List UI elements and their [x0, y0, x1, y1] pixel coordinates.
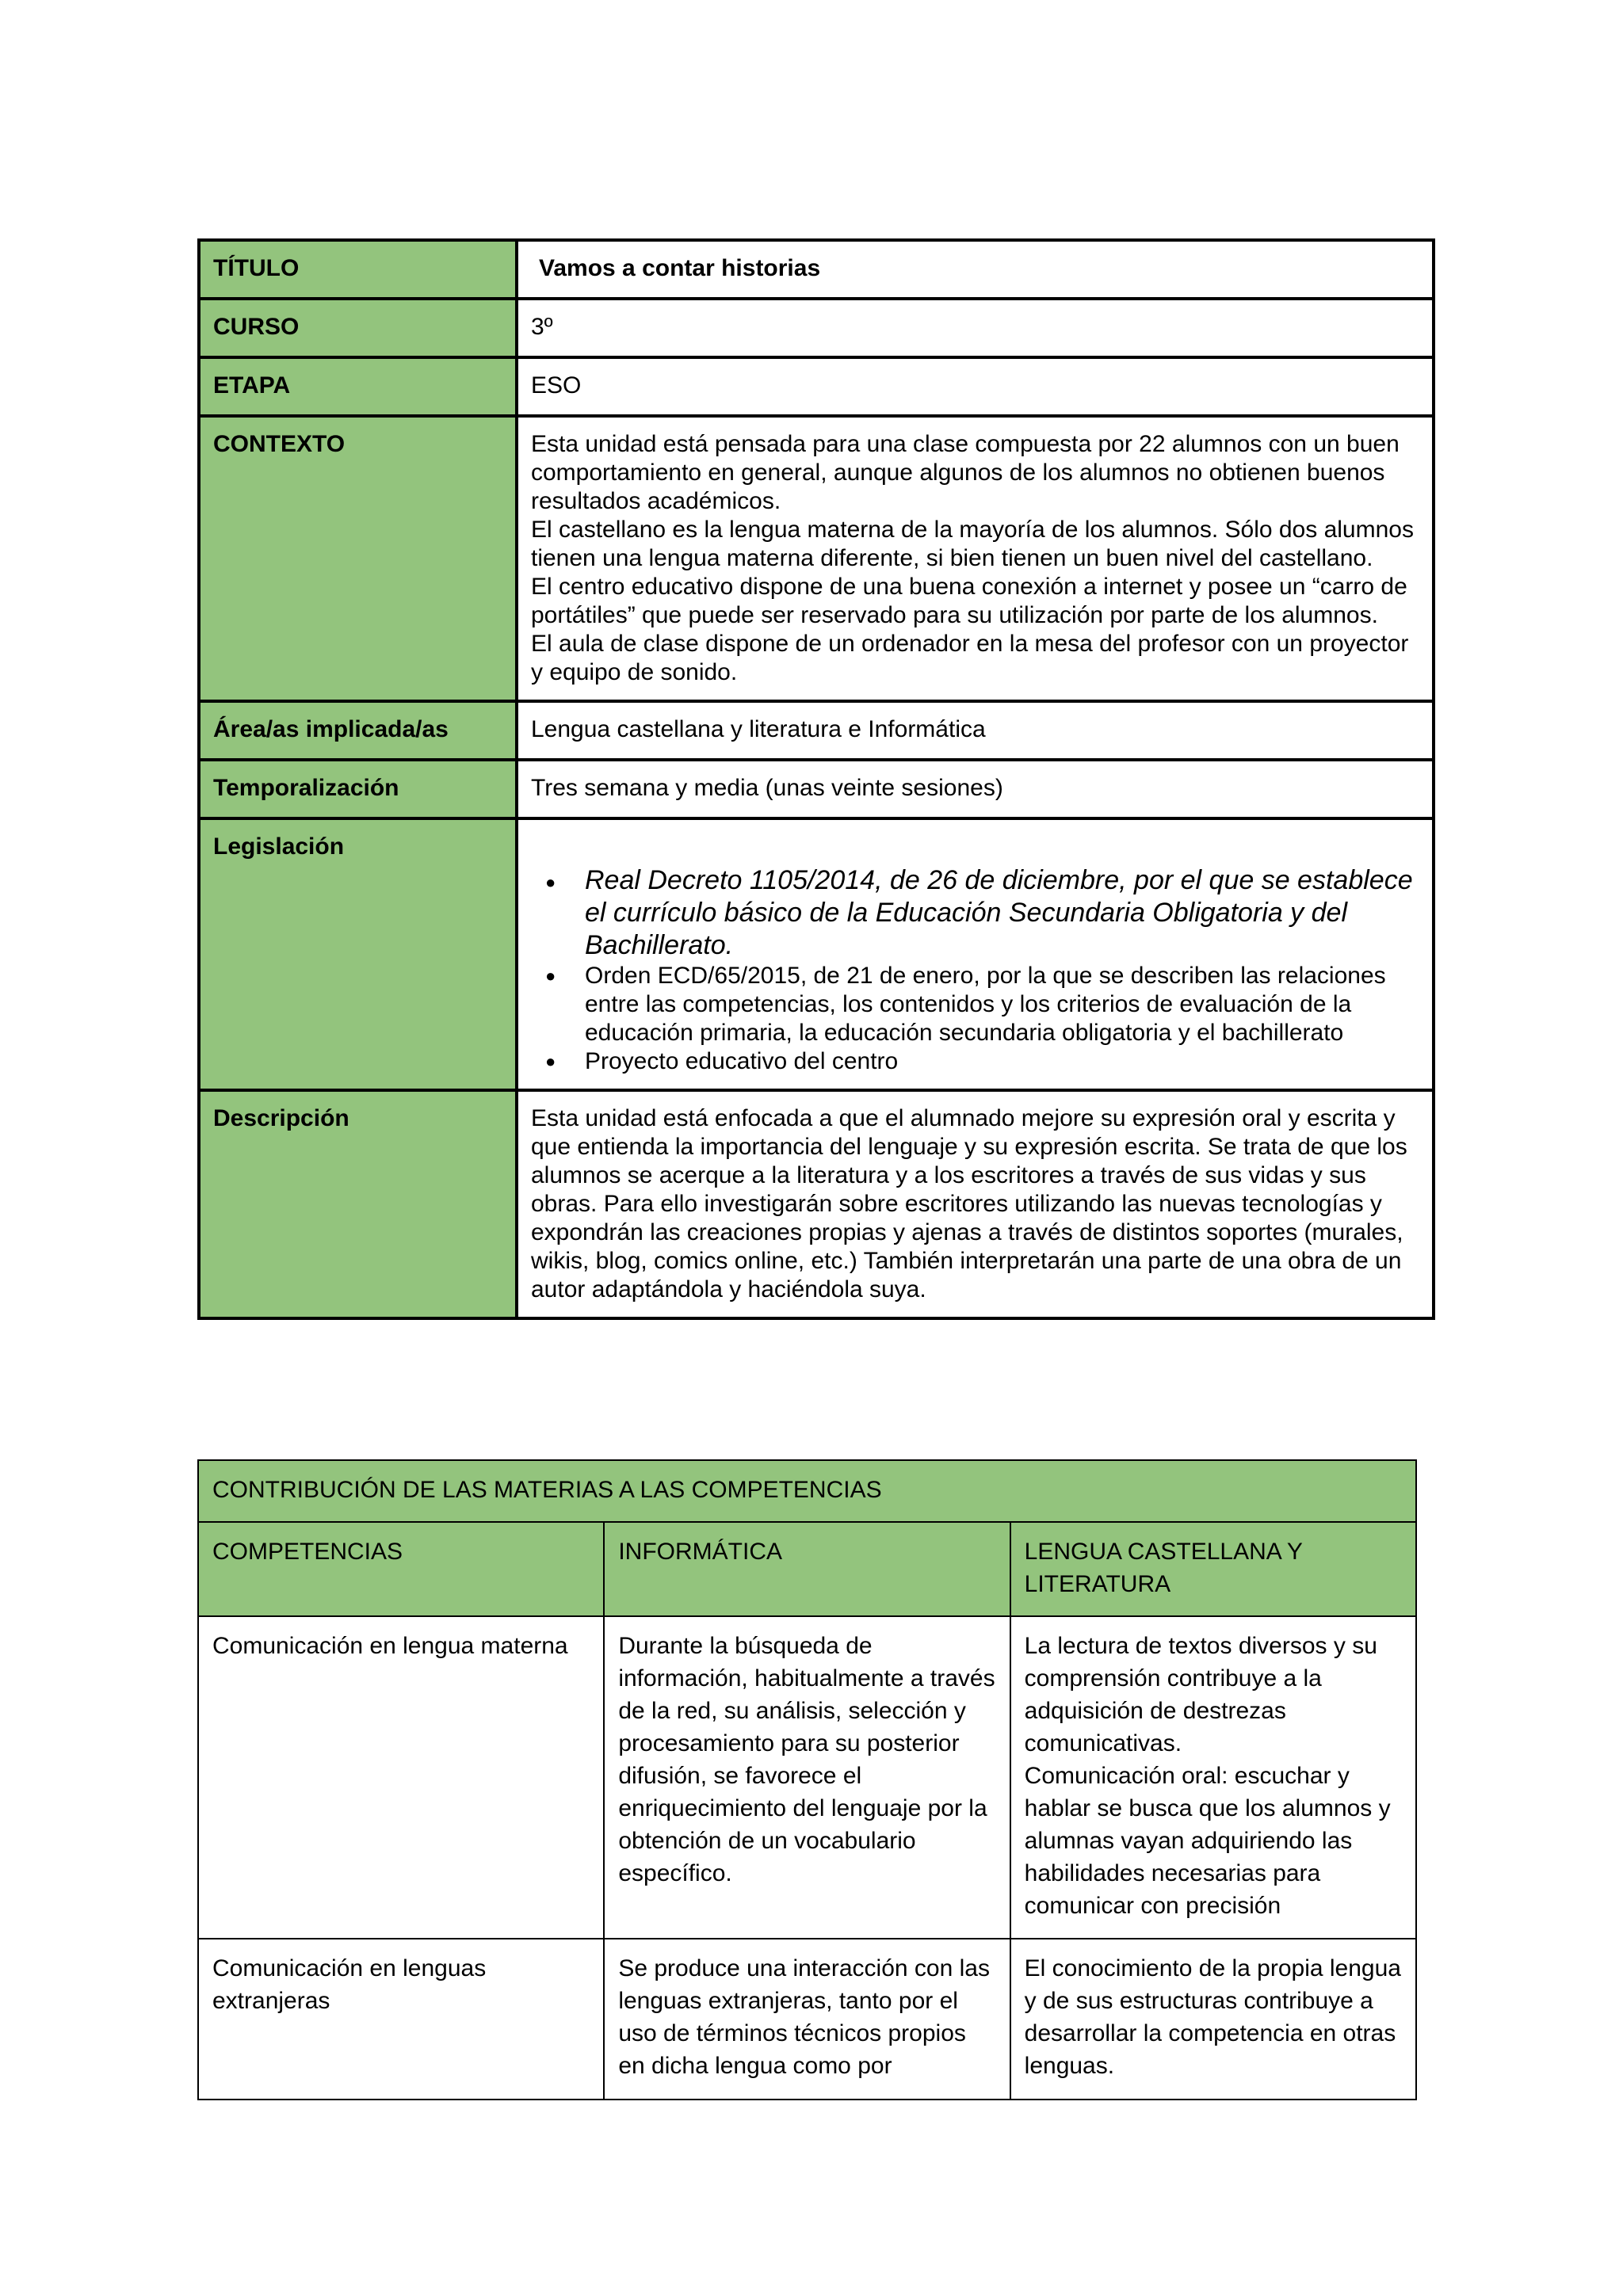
table-row [198, 1939, 1416, 2100]
contexto-paragraph: El centro educativo dispone de una buena conexión a internet y posee un “carro de portátiles” que puede ser reservado para su utilización por parte de los alumnos. [531, 574, 1407, 628]
row-titulo [199, 240, 1434, 299]
row-descripcion [199, 1090, 1434, 1318]
competencias-table [197, 1459, 1417, 2100]
contexto-label: CONTEXTO [199, 416, 517, 701]
column-header-competencias: COMPETENCIAS [198, 1522, 604, 1616]
lengua-paragraph: La lectura de textos diversos y su comprensión contribuye a la adquisición de destrezas comunicativas. [1024, 1633, 1377, 1756]
legislacion-item: ● Real Decreto 1105/2014, de 26 de diciembre, por el que se establece el currículo básico de la Educación Secundaria Obligatoria y del Bachillerato. [585, 864, 1421, 962]
area-label: Área/as implicada/as [199, 701, 517, 760]
temporalizacion-label: Temporalización [199, 760, 517, 818]
competencia-cell: Comunicación en lengua materna [198, 1616, 604, 1939]
row-contexto [199, 416, 1434, 701]
competencias-heading-row [198, 1460, 1416, 1522]
informatica-cell: Se produce una interacción con las lenguas extranjeras, tanto por el uso de términos técnicos propios en dicha lengua como por [604, 1939, 1010, 2100]
informatica-cell: Durante la búsqueda de información, habitualmente a través de la red, su análisis, selección y procesamiento para su posterior difusión, se favorece el enriquecimiento del lenguaje por la obtención de un vocabulario específico. [604, 1616, 1010, 1939]
curso-label: CURSO [199, 299, 517, 357]
etapa-value: ESO [517, 357, 1434, 416]
legislacion-item: ● Proyecto educativo del centro [585, 1047, 1421, 1076]
lengua-paragraph: Comunicación oral: escuchar y hablar se busca que los alumnos y alumnas vayan adquiriendo las habilidades necesarias para comunicar con precisión [1024, 1763, 1391, 1919]
titulo-label: TÍTULO [199, 240, 517, 299]
column-header-informatica: INFORMÁTICA [604, 1522, 1010, 1616]
table-row [198, 1616, 1416, 1939]
curso-value: 3º [517, 299, 1434, 357]
unit-info-table [197, 238, 1435, 1320]
etapa-label: ETAPA [199, 357, 517, 416]
temporalizacion-value: Tres semana y media (unas veinte sesiones) [517, 760, 1434, 818]
competencia-cell: Comunicación en lenguas extranjeras [198, 1939, 604, 2100]
titulo-value: Vamos a contar historias [517, 240, 1434, 299]
column-header-lengua: LENGUA CASTELLANA Y LITERATURA [1010, 1522, 1416, 1616]
lengua-paragraph: El conocimiento de la propia lengua y de sus estructuras contribuye a desarrollar la competencia en otras lenguas. [1024, 1955, 1401, 2079]
row-curso [199, 299, 1434, 357]
legislacion-label: Legislación [199, 818, 517, 1090]
contexto-paragraph: El castellano es la lengua materna de la mayoría de los alumnos. Sólo dos alumnos tienen una lengua materna diferente, si bien tienen un buen nivel del castellano. [531, 517, 1414, 571]
row-legislacion [199, 818, 1434, 1090]
area-value: Lengua castellana y literatura e Informática [517, 701, 1434, 760]
legislacion-value [517, 818, 1434, 1090]
legislacion-list [531, 864, 1421, 1076]
row-temporalizacion [199, 760, 1434, 818]
legislacion-item: ● Orden ECD/65/2015, de 21 de enero, por la que se describen las relaciones entre las competencias, los contenidos y los criterios de evaluación de la educación primaria, la educación secundaria obligatoria y el bachillerato [585, 962, 1421, 1047]
lengua-cell [1010, 1616, 1416, 1939]
lengua-cell [1010, 1939, 1416, 2100]
row-area [199, 701, 1434, 760]
descripcion-value: Esta unidad está enfocada a que el alumnado mejore su expresión oral y escrita y que entienda la importancia del lenguaje y su expresión escrita. Se trata de que los alumnos se acerque a la literatura y a los escritores a través de sus vidas y sus obras. Para ello investigarán sobre escritores utilizando las nuevas tecnologías y expondrán las creaciones propias y ajenas a través de distintos soportes (murales, wikis, blog, comics online, etc.) También interpretarán una parte de una obra de un autor adaptándola y haciéndola suya. [517, 1090, 1434, 1318]
contexto-value [517, 416, 1434, 701]
contexto-paragraph: El aula de clase dispone de un ordenador en la mesa del profesor con un proyector y equipo de sonido. [531, 631, 1409, 685]
competencias-heading: CONTRIBUCIÓN DE LAS MATERIAS A LAS COMPETENCIAS [198, 1460, 1416, 1522]
row-etapa [199, 357, 1434, 416]
descripcion-label: Descripción [199, 1090, 517, 1318]
contexto-paragraph: Esta unidad está pensada para una clase compuesta por 22 alumnos con un buen comportamiento en general, aunque algunos de los alumnos no obtienen buenos resultados académicos. [531, 431, 1400, 514]
competencias-columns-row [198, 1522, 1416, 1616]
